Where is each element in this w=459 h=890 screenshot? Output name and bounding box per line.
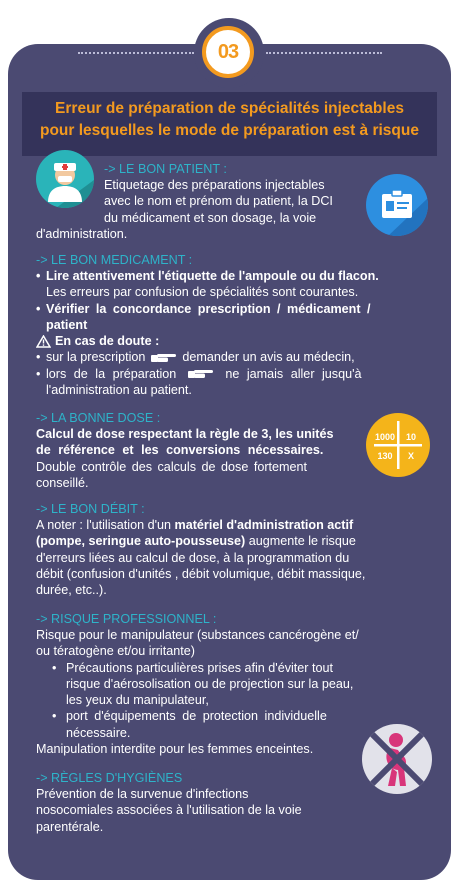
divider-left <box>78 52 194 54</box>
section-heading: -> RÈGLES D'HYGIÈNES <box>36 771 183 785</box>
icon-number: 130 <box>377 451 393 461</box>
section-heading: -> RISQUE PROFESSIONNEL : <box>36 612 217 626</box>
icon-number: 10 <box>405 432 417 442</box>
list-item: • lors de la préparation ne jamais aller jusqu'à <box>36 366 362 381</box>
icon-number: 1000 <box>374 432 396 442</box>
section-heading: -> LE BON PATIENT : <box>104 162 227 176</box>
section-risque-professionnel: -> RISQUE PROFESSIONNEL : Risque pour le manipulateur (substances cancérogène et/ ou tératogène et/ou irritante) • Précautions particulières prises afin d'éviter tout risque d'aérosolisation ou de projection sur la peau, les yeux du manipulateur, • port d'équipements de protection individuelle nécessaire. Manipulation interdite pour les femmes enceintes. <box>36 611 420 757</box>
section-heading: -> LA BONNE DOSE : <box>36 411 161 425</box>
dose-calculation-icon <box>366 413 430 477</box>
section-bonne-dose: -> LA BONNE DOSE : Calcul de dose respectant la règle de 3, les unités de référence et les conversions nécessaires. Double contrôle des calculs de dose fortement conseillé. <box>36 410 364 491</box>
section-bon-debit: -> LE BON DÉBIT : A noter : l'utilisation d'un matériel d'administration actif (pompe, seringue auto-pousseuse) augmente le risque d'erreurs liées au calcul de dose, à la programmation du débit (confusion d'unités , débit volumique, débit massique, durée, etc..). <box>36 501 416 598</box>
section-number-badge: 03 <box>202 26 254 78</box>
section-heading: -> LE BON DÉBIT : <box>36 502 145 516</box>
list-item: • sur la prescription demander un avis au médecin, <box>36 350 355 365</box>
list-item: • Précautions particulières prises afin d'éviter tout risque d'aérosolisation ou de projection sur la peau, les yeux du manipulateur, <box>52 660 354 708</box>
section-regles-hygienes: -> RÈGLES D'HYGIÈNES Prévention de la survenue d'infections nosocomiales associées à l'utilisation de la voie parentérale. <box>36 770 356 835</box>
pregnant-woman-crossed-icon <box>362 724 432 794</box>
pointing-hand-icon <box>188 369 214 379</box>
page-title: Erreur de préparation de spécialités injectables pour lesquelles le mode de préparation est à risque <box>39 100 419 139</box>
warning-icon <box>36 335 51 348</box>
list-item: • port d'équipements de protection individuelle nécessaire. <box>52 709 327 740</box>
icon-number: X <box>407 451 415 461</box>
list-item: • Lire attentivement l'étiquette de l'ampoule ou du flacon. <box>36 269 379 283</box>
section-heading: -> LE BON MEDICAMENT : <box>36 253 193 267</box>
section-bon-medicament: -> LE BON MEDICAMENT : • Lire attentivement l'étiquette de l'ampoule ou du flacon. Les erreurs par confusion de spécialités sont courantes. • Vérifier la concordance prescription / médicament / patient En cas de doute : • sur la prescription demander un avis au médecin, • lors de la préparation ne jamais aller jusqu'à l'administration au patient. <box>36 252 412 398</box>
pointing-hand-icon <box>151 353 177 363</box>
section-bon-patient: -> LE BON PATIENT : Etiquetage des préparations injectables avec le nom et prénom du patient, la DCI du médicament et son dosage, la voie d'administration. <box>36 161 366 242</box>
list-item: • Vérifier la concordance prescription / médicament / <box>36 301 371 316</box>
divider-right <box>266 52 382 54</box>
id-badge-icon <box>366 174 428 236</box>
